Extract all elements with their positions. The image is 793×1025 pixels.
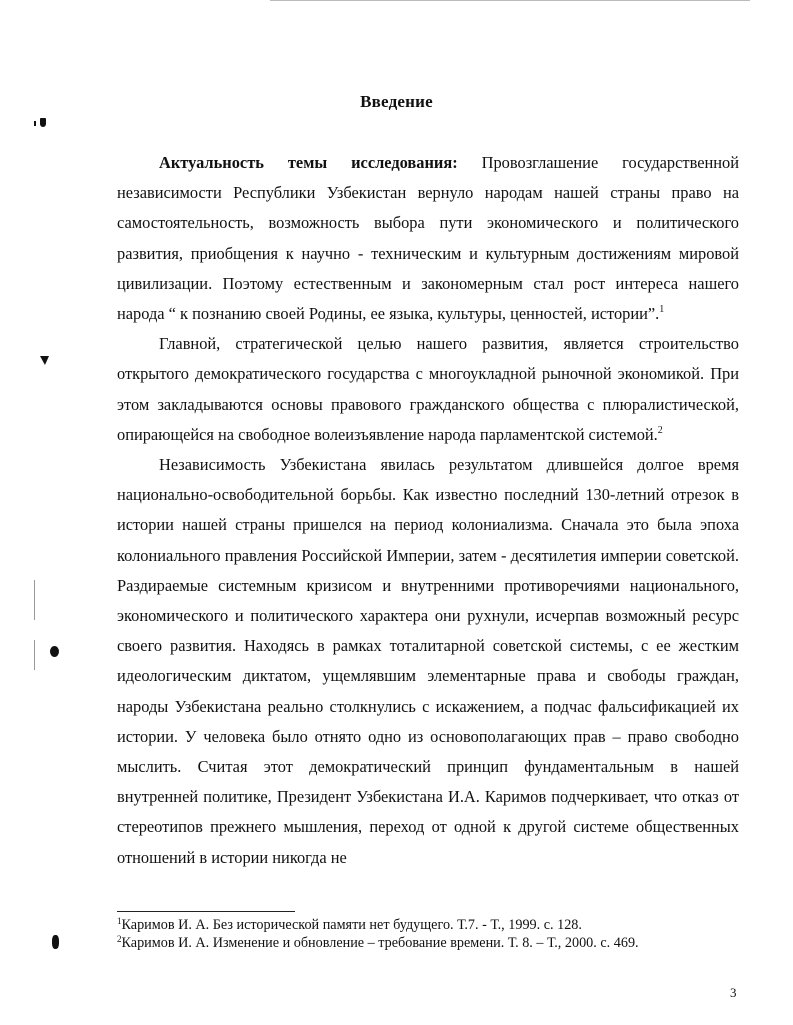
footnote-ref: 1 [659, 304, 665, 316]
footnote-separator [117, 911, 295, 912]
footnote-text: Каримов И. А. Без исторической памяти нет будущего. Т.7. - Т., 1999. с. 128. [121, 917, 582, 933]
binding-hole-mark [40, 118, 46, 127]
paragraph-goal [117, 329, 739, 450]
binding-hole-mark [52, 935, 59, 949]
footnotes [117, 916, 757, 952]
scan-speck [34, 121, 36, 126]
binding-hole-mark [40, 356, 49, 365]
body-text [117, 148, 739, 873]
footnote-ref: 2 [657, 424, 663, 436]
scan-edge-tick [34, 580, 35, 620]
paragraph-text: Независимость Узбекистана явилась результатом длившейся долгое время национально-освободительной борьбы. Как известно последний 130-летний отрезок в истории нашей страны пришелся на период колониализма. Сначала это была эпоха колониального правления Российской Империи, затем - десятилетия империи советской. Раздираемые системным кризисом и внутренними противоречиями национального, экономического и политического характера они рухнули, исчерпав возможный ресурс своего развития. Находясь в рамках тоталитарной советской системы, с ее жестким идеологическим диктатом, ущемлявшим элементарные права и свободы граждан, народы Узбекистана реально столкнулись с искажением, а подчас фальсификацией их истории. У человека было отнято одно из основополагающих прав – право свободно мыслить. Считая этот демократический принцип фундаментальным в нашей внутренней политике, Президент Узбекистана И.А. Каримов подчеркивает, что отказ от стереотипов прежнего мышления, переход от одной к другой системе общественных отношений в истории никогда не [117, 455, 739, 867]
scan-edge-line [270, 0, 750, 1]
relevance-lead: Актуальность темы исследования: [159, 153, 458, 172]
paragraph-relevance [117, 148, 739, 329]
page-title: Введение [360, 92, 433, 111]
binding-hole-mark [50, 646, 59, 657]
page-number: 3 [730, 985, 737, 1000]
scan-edge-tick [34, 640, 35, 670]
footnote-item [117, 934, 757, 952]
paragraph-text: Главной, стратегической целью нашего развития, является строительство открытого демократического государства с многоукладной рыночной экономикой. При этом закладываются основы правового гражданского общества с плюралистической, опирающейся на свободное волеизъявление народа парламентской системой. [117, 334, 739, 444]
footnote-number: 1 [117, 916, 122, 926]
paragraph-independence [117, 450, 739, 873]
footnote-item [117, 916, 757, 934]
paragraph-text: Провозглашение государственной независимости Республики Узбекистан вернуло народам нашей страны право на самостоятельность, возможность выбора пути экономического и политического развития, приобщения к научно - техническим и культурным достижениям мировой цивилизации. Поэтому естественным и закономерным стал рост интереса нашего народа “ к познанию своей Родины, ее языка, культуры, ценностей, истории”. [117, 153, 739, 324]
footnote-number: 2 [117, 934, 122, 944]
footnote-text: Каримов И. А. Изменение и обновление – требование времени. Т. 8. – Т., 2000. с. 469. [121, 935, 639, 951]
